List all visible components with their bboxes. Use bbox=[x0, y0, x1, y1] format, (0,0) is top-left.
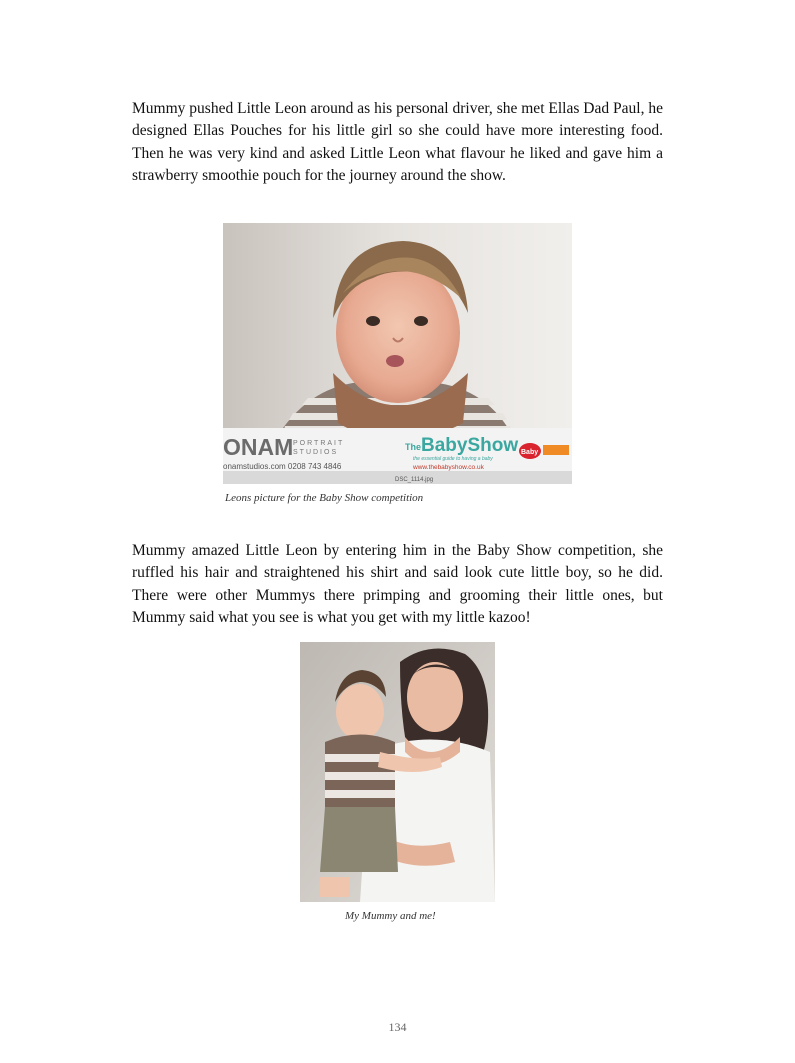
onam-brand-text: ONAM bbox=[223, 434, 294, 460]
baby-badge: Baby bbox=[521, 449, 539, 456]
page-number: 134 bbox=[388, 1020, 407, 1034]
svg-text:the essential guide to having: the essential guide to having a baby bbox=[413, 456, 493, 462]
photo1-caption: Leons picture for the Baby Show competition bbox=[225, 492, 424, 504]
baby-show-portrait-photo bbox=[223, 223, 572, 484]
paragraph-baby-show-competition: Mummy amazed Little Leon by entering him in the Baby Show competition, she ruffled his hair and straightened his shirt and said look cute little boy, so he did. There were other Mummys there primping and grooming their little ones, but Mummy said what you see is what you get with my little kazoo! bbox=[132, 542, 663, 626]
paragraph-ellas-pouches: Mummy pushed Little Leon around as his personal driver, she met Ellas Dad Paul, he designed Ellas Pouches for his little girl so she could have more interesting food. Then he was very kind and asked Little Leon what flavour he liked and gave him a strawberry smoothie pouch for the journey around the show. bbox=[132, 100, 663, 184]
svg-text:The: The bbox=[405, 442, 422, 452]
svg-text:PORTRAIT: PORTRAIT bbox=[293, 440, 345, 447]
mummy-baby-illustration bbox=[300, 642, 495, 902]
baby-portrait-illustration bbox=[223, 223, 572, 484]
svg-text:DSC_1114.jpg: DSC_1114.jpg bbox=[395, 477, 434, 483]
svg-text:www.thebabyshow.co.uk: www.thebabyshow.co.uk bbox=[413, 464, 484, 471]
photo2-caption: My Mummy and me! bbox=[345, 910, 436, 922]
mummy-and-baby-photo bbox=[300, 642, 495, 902]
svg-text:onamstudios.com 0208 743 484: onamstudios.com 0208 743 4846 bbox=[223, 462, 342, 471]
svg-text:STUDIOS: STUDIOS bbox=[293, 449, 339, 456]
baby-show-brand-text: BabyShow bbox=[421, 435, 519, 456]
